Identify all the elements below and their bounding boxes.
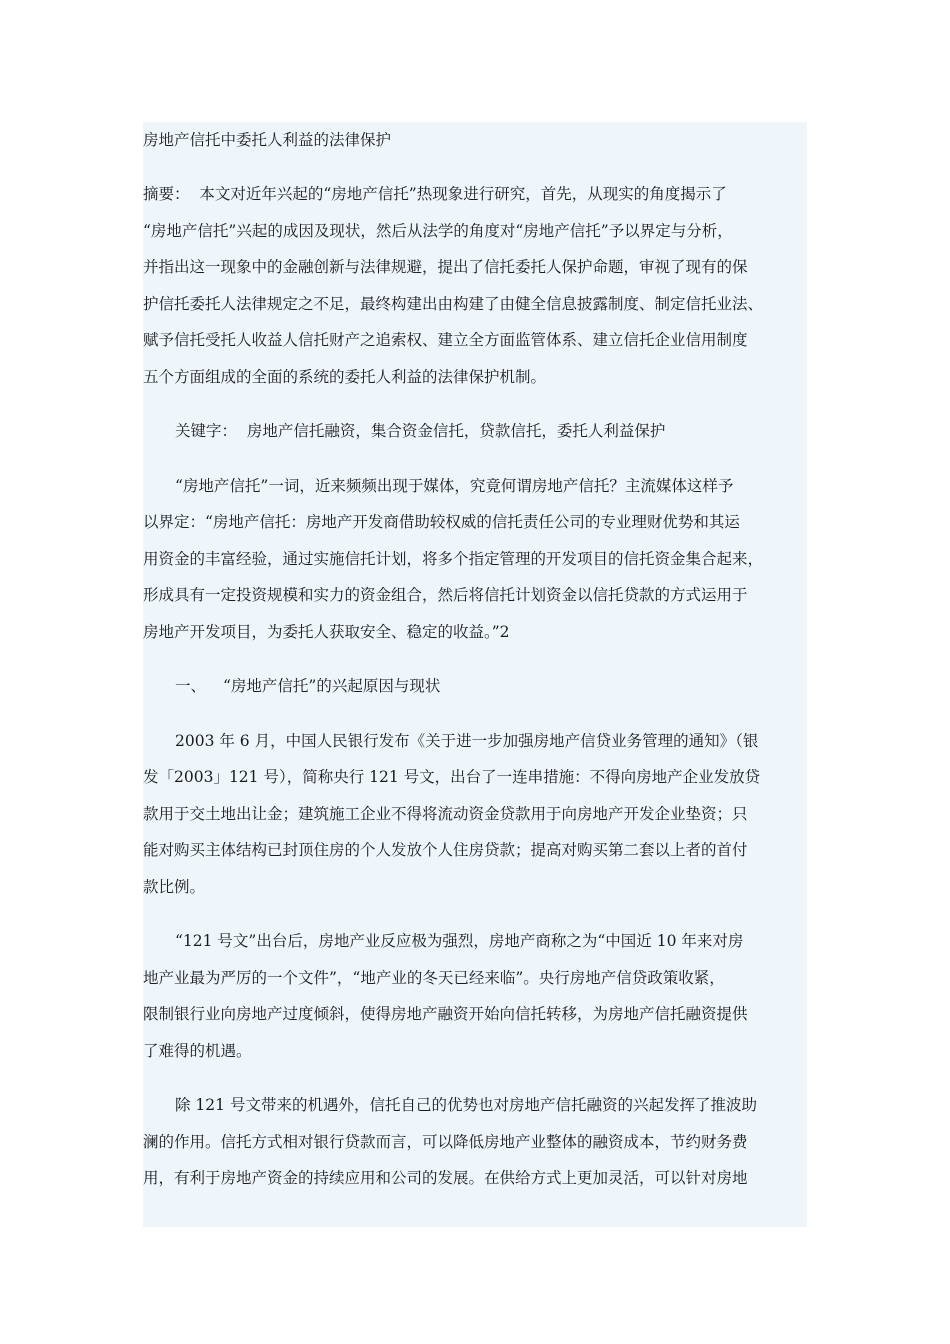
paragraph-line: “121 号文”出台后，房地产业反应极为强烈，房地产商称之为“中国近 10 年来对房	[175, 932, 744, 950]
abstract-line: 并指出这一现象中的金融创新与法律规避，提出了信托委托人保护命题，审视了现有的保	[143, 258, 748, 276]
definition-paragraph	[143, 468, 807, 651]
paragraph-line: 房地产开发项目，为委托人获取安全、稳定的收益。”2	[143, 622, 510, 641]
keywords-line	[143, 413, 807, 450]
paragraph-line: 用，有利于房地产资金的持续应用和公司的发展。在供给方式上更加灵活，可以针对房地	[143, 1169, 748, 1187]
abstract-label: 摘要：	[143, 185, 190, 203]
keywords-value: 房地产信托融资，集合资金信托，贷款信托，委托人利益保护	[246, 422, 666, 440]
reaction-paragraph	[143, 923, 807, 1069]
paragraph-line: 除 121 号文带来的机遇外，信托自己的优势也对房地产信托融资的兴起发挥了推波助	[175, 1096, 757, 1114]
paragraph-line: 形成具有一定投资规模和实力的资金组合，然后将信托计划资金以信托贷款的方式运用于	[143, 586, 748, 604]
abstract-section	[143, 176, 807, 395]
paragraph-line: 限制银行业向房地产过度倾斜，使得房地产融资开始向信托转移，为房地产信托融资提供	[143, 1005, 748, 1023]
keywords-label: 关键字：	[175, 422, 238, 440]
paragraph-line: 款用于交土地出让金；建筑施工企业不得将流动资金贷款用于向房地产开发企业垫资；只	[143, 804, 748, 823]
paragraph-line: 能对购买主体结构已封顶住房的个人发放个人住房贷款；提高对购买第二套以上者的首付	[143, 841, 748, 859]
section-number: 一、	[175, 677, 207, 695]
document-text	[143, 122, 807, 1197]
paragraph-line: 发「2003」121 号），简称央行 121 号文，出台了一连串措施：不得向房地产企业发放贷	[143, 768, 761, 786]
advantage-paragraph	[143, 1087, 807, 1197]
paragraph-line: 地产业最为严厉的一个文件”，“地产业的冬天已经来临”。央行房地产信贷政策收紧，	[143, 968, 725, 987]
abstract-line: “房地产信托”兴起的成因及现状，然后从法学的角度对“房地产信托”予以界定与分析，	[143, 221, 733, 240]
abstract-line: 摘要： 本文对近年兴起的“房地产信托”热现象进行研究，首先，从现实的角度揭示了	[143, 185, 727, 203]
abstract-line: 五个方面组成的全面的系统的委托人利益的法律保护机制。	[143, 367, 547, 386]
policy-paragraph	[143, 723, 807, 906]
paragraph-line: 用资金的丰富经验，通过实施信托计划，将多个指定管理的开发项目的信托资金集合起来，	[143, 549, 764, 568]
paragraph-line: 了难得的机遇。	[143, 1041, 252, 1060]
abstract-line: 护信托委托人法律规定之不足，最终构建出由构建了由健全信息披露制度、制定信托业法、	[143, 294, 764, 313]
paragraph-line: 2003 年 6 月，中国人民银行发布《关于进一步加强房地产信贷业务管理的通知》（银	[175, 731, 759, 750]
abstract-line: 赋予信托受托人收益人信托财产之追索权、建立全方面监管体系、建立信托企业信用制度	[143, 331, 748, 349]
paragraph-line: 以界定：“房地产信托：房地产开发商借助较权威的信托责任公司的专业理财优势和其运	[143, 513, 740, 531]
document-title: 房地产信托中委托人利益的法律保护	[143, 131, 392, 149]
paragraph-line: 澜的作用。信托方式相对银行贷款而言，可以降低房地产业整体的融资成本，节约财务费	[143, 1132, 748, 1151]
paragraph-line: “房地产信托”一词，近来频频出现于媒体，究竟何谓房地产信托？主流媒体这样予	[175, 476, 734, 495]
paragraph-line: 款比例。	[143, 877, 206, 896]
section-title: “房地产信托”的兴起原因与现状	[223, 677, 441, 695]
section-heading	[143, 668, 807, 705]
